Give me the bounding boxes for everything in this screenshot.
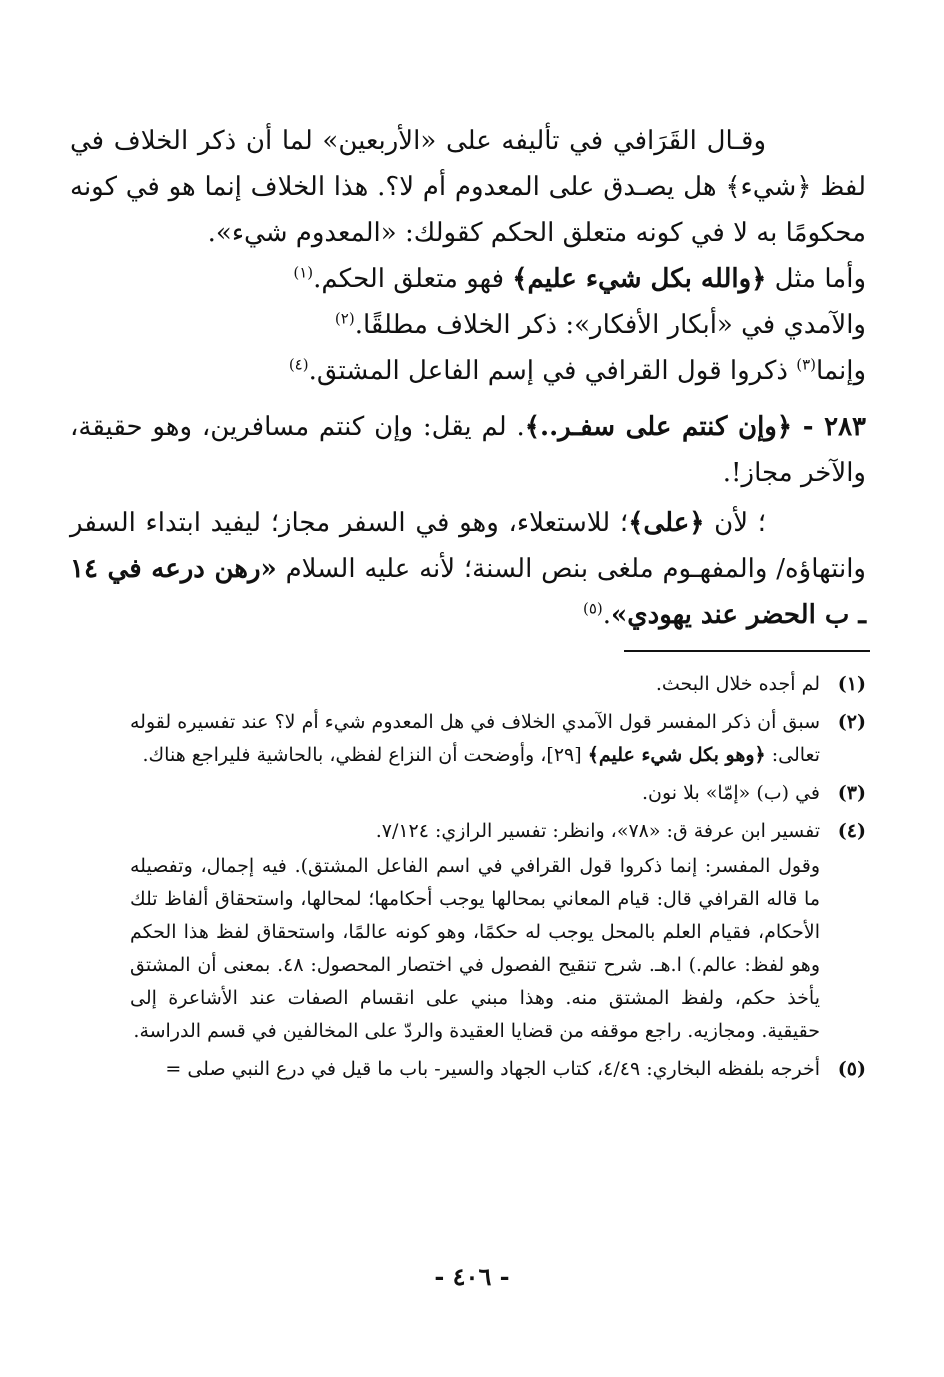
- verse-283-heading: [70, 404, 866, 496]
- footnote-number: (٤): [837, 820, 866, 842]
- text-segment: وإنما: [816, 356, 866, 386]
- footnote-ref[interactable]: (١): [293, 263, 314, 282]
- footnote-text: أخرجه بلفظه البخاري: ٤/٤٩، كتاب الجهاد والسير- باب ما قيل في درع النبي صلى =: [165, 1058, 820, 1080]
- footnote-separator: [624, 650, 870, 652]
- quran-quote: ﴿وهو بكل شيء عليم﴾: [587, 744, 766, 766]
- footnote-continuation: وقول المفسر: إنما ذكروا قول القرافي في اسم الفاعل المشتق). فيه إجمال، وتفصيله ما قاله القرافي قال: قيام المعاني بمحالها يوجب أحكامها؛ لمحالها، واستحقاق ألفاظ تلك الأحكام، فقيام العلم بالمحل يوجب له حكمًا، وهو كونه عالمًا، واستحقاق لفظ هذا الحكم وهو لفظ: عالم.) ا.هـ. شرح تنقيح الفصول في اختصار المحصول: ٤٨. بمعنى أن المشتق يأخذ حكم، ولفظ المشتق منه. وهذا مبني على انقسام الصفات عند الأشاعرة إلى حقيقية. ومجازيه. راجع موقفه من قضايا العقيدة والردّ على المخالفين في قسم الدراسة.: [130, 855, 820, 1042]
- footnote-ref[interactable]: (٢): [334, 309, 355, 328]
- footnote-number: (٣): [837, 782, 866, 804]
- quran-quote: ﴿على﴾: [628, 508, 705, 538]
- text-segment: والآمدي في «أبكار الأفكار»: ذكر الخلاف مطلقًا.: [354, 310, 866, 340]
- page-number: - ٤٠٦ -: [434, 1262, 510, 1291]
- footnote-ref[interactable]: (٤): [288, 355, 309, 374]
- footnote-ref[interactable]: (٣): [796, 355, 817, 374]
- footnote-text: لم أجده خلال البحث.: [655, 673, 820, 695]
- footnote-text: في (ب) «إمّا» بلا نون.: [641, 782, 820, 804]
- paragraph-qarafi: وقـال القَرَافي في تأليفه على «الأربعين» لما أن ذكر الخلاف في لفظ ﴿شيء﴾ هل يصـدق على المعدوم أم لا؟. هذا الخلاف إنما هو في كونه محكومًا به لا في كونه متعلق الحكم كقولك: «المعدوم شيء».: [70, 126, 866, 248]
- text-segment: وأما مثل: [766, 264, 866, 294]
- footnote-text: تفسير ابن عرفة ق: «٧٨»، وانظر: تفسير الرازي: ٧/١٢٤.: [375, 820, 820, 842]
- paragraph-ala: [70, 500, 866, 638]
- text-segment: ؛ للاستعلاء، وهو في السفر مجاز؛ ليفيد ابتداء السفر وانتهاؤه/ والمفهـوم ملغى بنص السنة؛ لأنه عليه السلام: [70, 508, 866, 584]
- footnote-1: [130, 668, 866, 701]
- footnote-number: (٥): [837, 1058, 866, 1080]
- text-segment: ؛ لأن: [704, 508, 766, 538]
- text-segment: ذكروا قول القرافي في إسم الفاعل المشتق.: [308, 356, 797, 386]
- hadith-quote: «رهن درعه في ١٤ ـ ب الحضر عند يهودي»: [70, 554, 866, 630]
- footnote-2: [130, 706, 866, 772]
- verse-number-quote: ٢٨٣ - ﴿وإن كنتم على سفـر..﴾: [524, 412, 867, 442]
- quran-quote: ﴿والله بكل شيء عليم﴾: [512, 264, 767, 294]
- paragraph-mushtaq: [70, 348, 866, 394]
- footnote-text: [٢٩]، وأوضحت أن النزاع لفظي، بالحاشية فليراجع هناك.: [142, 744, 588, 766]
- footnotes: [130, 668, 866, 1091]
- footnote-number: (٢): [837, 711, 866, 733]
- text-segment: .: [602, 600, 612, 630]
- footnote-4: [130, 815, 866, 1048]
- footnote-number: (١): [837, 673, 866, 695]
- footnote-3: [130, 777, 866, 810]
- footnote-text: سبق أن ذكر المفسر قول الآمدي الخلاف في هل المعدوم شيء أم لا؟ عند تفسيره لقوله تعالى:: [130, 711, 820, 766]
- main-text: [70, 118, 866, 638]
- footnote-5: [130, 1053, 866, 1086]
- paragraph-amidi: [70, 302, 866, 348]
- text-segment: . لم يقل: وإن كنتم مسافرين، وهو حقيقة، والآخر مجاز!.: [70, 412, 866, 488]
- footnote-ref[interactable]: (٥): [582, 599, 603, 618]
- paragraph-example: [70, 256, 866, 302]
- text-segment: فهو متعلق الحكم.: [313, 264, 513, 294]
